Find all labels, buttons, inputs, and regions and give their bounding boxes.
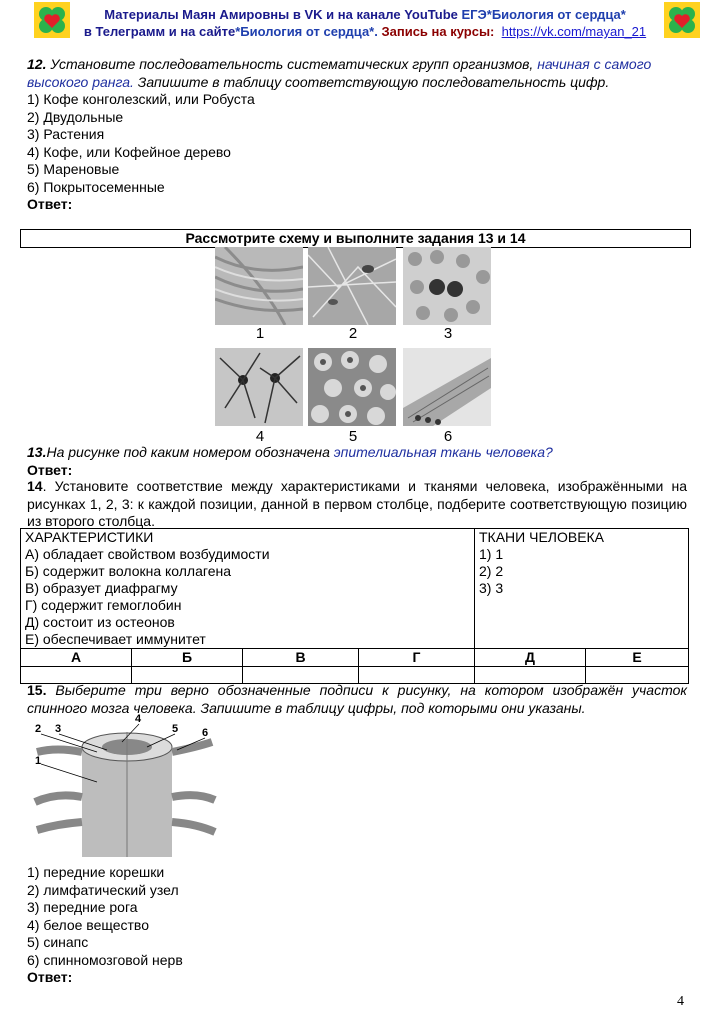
tissue-image-2 — [308, 247, 396, 325]
answer-cell[interactable] — [243, 667, 359, 684]
option: 6) Покрытосеменные — [27, 178, 165, 195]
option: 4) Кофе, или Кофейное дерево — [27, 143, 231, 160]
question-13-text: 13.На рисунке под каким номером обозначена эпителиальная ткань человека? — [27, 444, 553, 460]
characteristics-cell: ХАРАКТЕРИСТИКИ А) обладает свойством возбудимости Б) содержит волокна коллагена В) образует диафрагму Г) содержит гемоглобин Д) состоит из остеонов Е) обеспечивает иммунитет — [21, 529, 475, 649]
question-15-options — [27, 864, 687, 987]
spinal-cord-figure — [27, 712, 217, 862]
option: 5) Мареновые — [27, 161, 120, 177]
answer-label: Ответ: — [27, 196, 73, 212]
option: 2) лимфатический узел — [27, 881, 179, 898]
image-label-4: 4 — [255, 428, 265, 445]
question-12-text: 12. Установите последовательность систематических групп организмов, начиная с самого высокого ранга. Запишите в таблицу соответствующую последовательность цифр. — [27, 56, 652, 90]
header-line-1: Материалы Маян Амировны в VK и на канале YouTube ЕГЭ*Биология от сердца* — [104, 7, 626, 22]
vk-link[interactable]: https://vk.com/mayan_21 — [501, 24, 647, 39]
scheme-title: Рассмотрите схему и выполните задания 13 и 14 — [20, 229, 691, 248]
page-number: 4 — [677, 994, 684, 1009]
tissue-image-3 — [403, 247, 491, 325]
heart-clover-logo-right — [664, 2, 700, 38]
page-header — [70, 6, 660, 40]
answer-label: Ответ: — [27, 969, 73, 985]
tissues-cell: ТКАНИ ЧЕЛОВЕКА 1) 1 2) 2 3) 3 — [475, 529, 689, 649]
answer-cell[interactable] — [132, 667, 243, 684]
question-14-text: 14. Установите соответствие между характеристиками и тканями человека, изображёнными на рисунках 1, 2, 3: к каждой позиции, данной в первом столбце, подберите соответствующую позицию из второго столбца. — [27, 478, 687, 529]
option: 6) спинномозговой нерв — [27, 951, 183, 968]
figure-label: 4 — [135, 713, 142, 725]
figure-label: 2 — [35, 723, 42, 735]
image-label-3: 3 — [443, 325, 453, 342]
figure-label: 5 — [172, 723, 179, 735]
answer-cell[interactable] — [21, 667, 132, 684]
option: 3) Растения — [27, 126, 105, 142]
image-label-5: 5 — [348, 428, 358, 445]
figure-label: 6 — [202, 727, 209, 739]
image-label-2: 2 — [348, 325, 358, 342]
tissue-image-6 — [403, 348, 491, 426]
question-12 — [27, 56, 687, 214]
option: 4) белое вещество — [27, 916, 150, 933]
image-label-1: 1 — [255, 325, 265, 342]
header-line-2: в Телеграмм и на сайте*Биология от сердца*. Запись на курсы: https://vk.com/mayan_21 — [83, 24, 647, 39]
answer-cell[interactable] — [359, 667, 475, 684]
option: 3) передние рога — [27, 899, 138, 915]
option: 5) синапс — [27, 934, 89, 950]
tissue-image-5 — [308, 348, 396, 426]
heart-clover-logo-left — [34, 2, 70, 38]
answer-cell[interactable] — [586, 667, 689, 684]
answer-cell[interactable] — [475, 667, 586, 684]
matching-table — [20, 528, 689, 684]
option: 2) Двудольные — [27, 108, 124, 125]
tissue-image-4 — [215, 348, 303, 426]
option: 1) передние корешки — [27, 864, 165, 880]
option: 1) Кофе конголезский, или Робуста — [27, 91, 255, 107]
tissue-image-1 — [215, 247, 303, 325]
image-label-6: 6 — [443, 428, 453, 445]
answer-label: Ответ: — [27, 461, 73, 478]
question-13 — [27, 444, 687, 479]
answer-header-row: А Б В Г Д Е — [21, 649, 689, 667]
question-15-text: 15. Выберите три верно обозначенные подписи к рисунку, на котором изображён участок спинного мозга человека. Запишите в таблицу цифры, под которыми они указаны. — [27, 682, 687, 716]
figure-label: 1 — [35, 755, 42, 767]
answer-input-row — [21, 667, 689, 684]
figure-label: 3 — [55, 723, 62, 735]
